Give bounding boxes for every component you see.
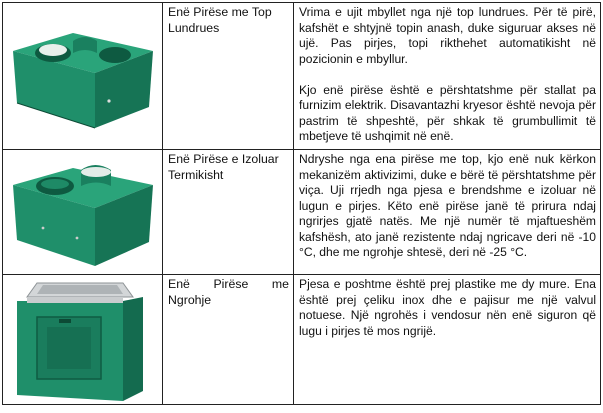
- product-name-line: Enë Pirëse me Top: [168, 5, 272, 19]
- image-cell: [3, 3, 163, 150]
- table-row: [3, 275, 601, 405]
- product-description-cell: [294, 150, 601, 275]
- product-name-line: Enë Pirëse e Izoluar: [168, 152, 279, 166]
- product-description-cell: [294, 275, 601, 405]
- description-paragraph: Kjo enë pirëse është e përshtatshme për stallat pa furnizim elektrik. Disavantazhi kryesor është nevoja për pastrim të shpeshtë, për shkak të grumbullimit të mbetjeve të ushqimit në enë.: [299, 82, 596, 143]
- image-cell: [3, 275, 163, 405]
- product-name-line: Enë Pirëse me: [168, 277, 289, 291]
- table-row: [3, 3, 601, 150]
- image-cell: [3, 150, 163, 275]
- product-description-cell: [294, 3, 601, 150]
- drinking-bowls-table: [2, 2, 601, 405]
- description-paragraph: Pjesa e poshtme është prej plastike me dy mure. Ena është prej çeliku inox dhe e pajisur me një valvul notuese. Një ngrohës i vendosur nën enë siguron që lugu i pirjes të mos ngrijë.: [299, 277, 596, 338]
- product-name-cell: [163, 150, 294, 275]
- green-insulated-drinking-bowl-icon: [3, 150, 161, 273]
- product-name-cell: [163, 275, 294, 405]
- product-name-line: Termikisht: [168, 167, 224, 182]
- product-name-line: Ngrohje: [168, 292, 212, 307]
- description-paragraph: Vrima e ujit mbyllet nga një top lundrues. Për të pirë, kafshët e shtyjnë topin anash, duke siguruar akses në ujë. Pas pirjes, topi rikthehet automatikisht në pozicionin e mbyllur.: [299, 5, 596, 66]
- green-drinking-bowl-with-top-lid-icon: [3, 3, 161, 148]
- green-heated-drinking-bowl-icon: [3, 275, 161, 403]
- table-row: [3, 150, 601, 275]
- product-name-line: Lundrues: [168, 20, 220, 35]
- description-paragraph: Ndryshe nga ena pirëse me top, kjo enë nuk kërkon mekanizëm aktivizimi, duke e bërë të përshtatshme për viça. Uji rrjedh nga pjesa e brendshme e izoluar në lugun e pirjes. Këto enë pirëse janë të prirura ndaj ngrirjes gjatë natës. Me një numër të mjaftueshëm kafshësh, ato janë rezistente ndaj ngricave deri në -10 °C, dhe me ngrohje shtesë, deri në -25 °C.: [299, 152, 596, 259]
- product-name-cell: [163, 3, 294, 150]
